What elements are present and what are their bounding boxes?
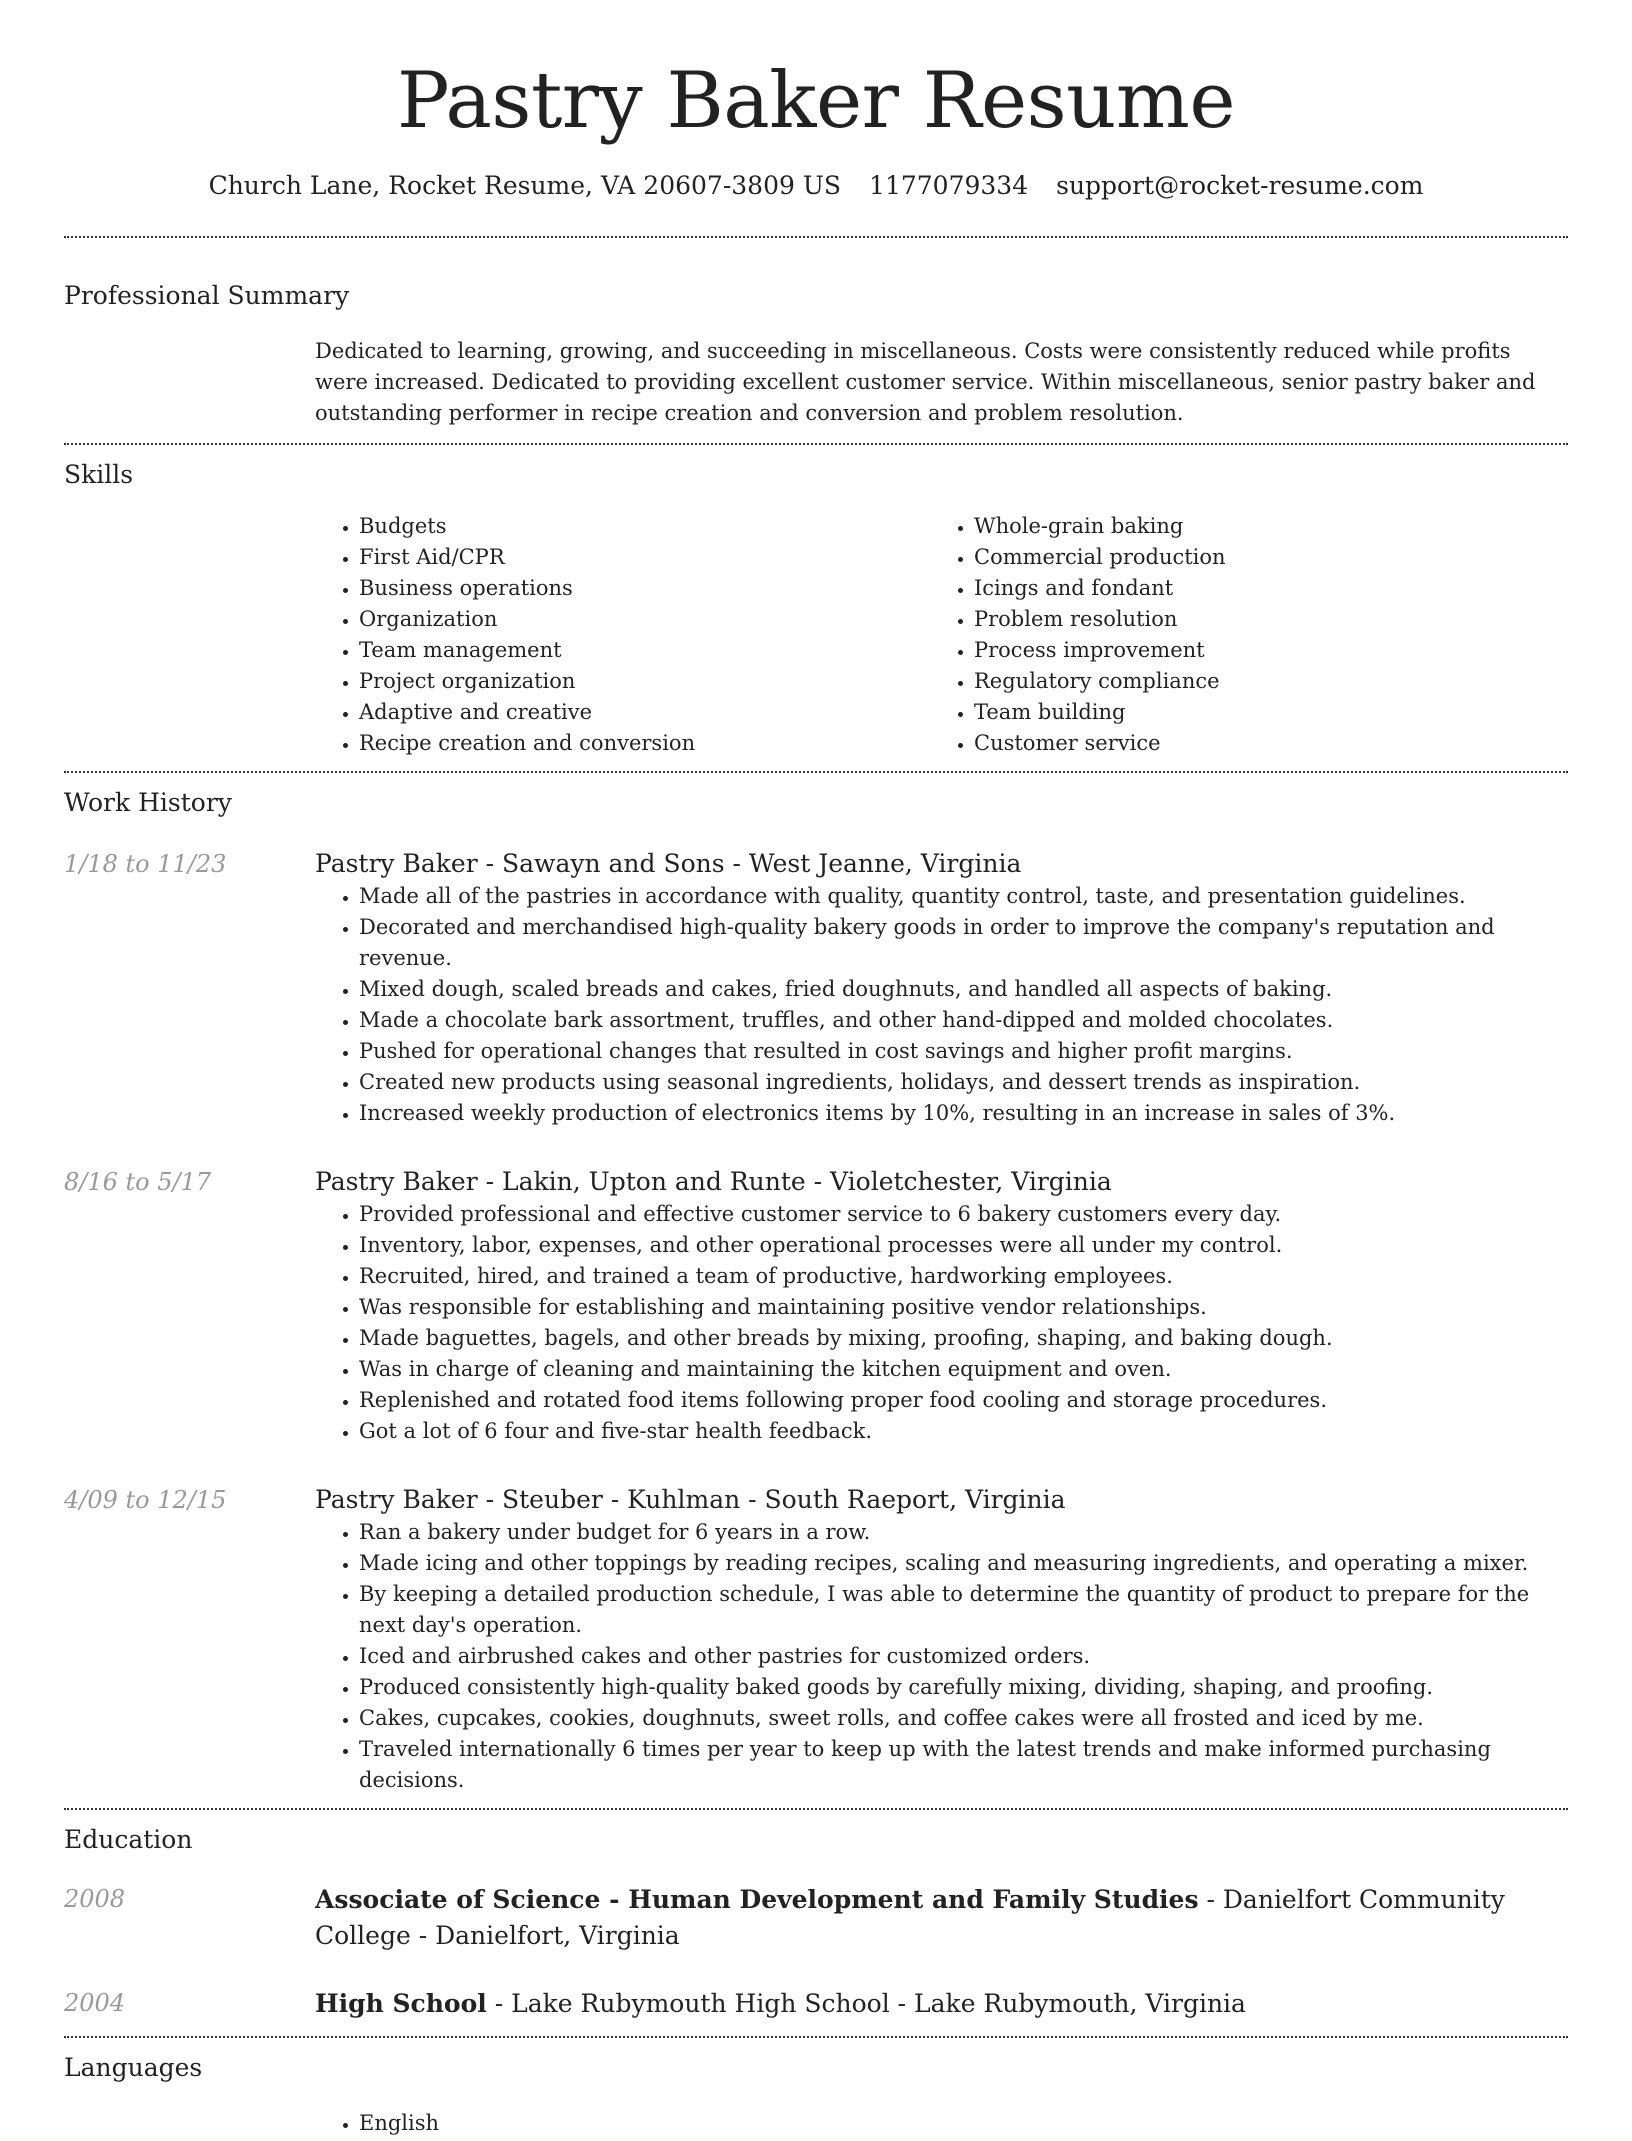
skill-item: • Project organization	[359, 666, 930, 697]
skill-item: • Customer service	[974, 728, 1545, 759]
contact-address: Church Lane, Rocket Resume, VA 20607-3809 US	[208, 171, 842, 200]
job-duty: • Made baguettes, bagels, and other breads by mixing, proofing, shaping, and baking dough.	[359, 1323, 1568, 1354]
job-duty: • Made icing and other toppings by reading recipes, scaling and measuring ingredients, and operating a mixer.	[359, 1548, 1568, 1579]
skill-item: • Commercial production	[974, 542, 1545, 573]
skill-item: • Business operations	[359, 573, 930, 604]
job-duty: • Iced and airbrushed cakes and other pastries for customized orders.	[359, 1641, 1568, 1672]
job-entry	[64, 1483, 1568, 1796]
skill-item: • Team building	[974, 697, 1545, 728]
skill-item: • First Aid/CPR	[359, 542, 930, 573]
job-duty: • Traveled internationally 6 times per year to keep up with the latest trends and make informed purchasing decisions.	[359, 1734, 1568, 1796]
education-entry	[64, 1882, 1568, 1954]
skills-list	[315, 511, 1568, 759]
job-title: Pastry Baker - Steuber - Kuhlman - South Raeport, Virginia	[315, 1485, 1066, 1514]
divider	[64, 771, 1568, 773]
skill-item: • Organization	[359, 604, 930, 635]
job-duty: • Was responsible for establishing and maintaining positive vendor relationships.	[359, 1292, 1568, 1323]
education-heading: Education	[64, 1825, 193, 1854]
skill-item: • Icings and fondant	[974, 573, 1545, 604]
job-title: Pastry Baker - Sawayn and Sons - West Jeanne, Virginia	[315, 849, 1022, 878]
divider	[64, 236, 1568, 238]
job-entry	[64, 847, 1568, 1129]
divider	[64, 443, 1568, 445]
job-duty: • Made a chocolate bark assortment, truffles, and other hand-dipped and molded chocolates.	[359, 1005, 1568, 1036]
job-title: Pastry Baker - Lakin, Upton and Runte - Violetchester, Virginia	[315, 1167, 1112, 1196]
job-duties	[315, 1199, 1568, 1447]
job-duties	[315, 881, 1568, 1129]
skill-item: • Regulatory compliance	[974, 666, 1545, 697]
work-history-heading: Work History	[64, 788, 232, 817]
job-duty: • Replenished and rotated food items following proper food cooling and storage procedures.	[359, 1385, 1568, 1416]
job-duty: • Pushed for operational changes that resulted in cost savings and higher profit margins.	[359, 1036, 1568, 1067]
divider	[64, 2036, 1568, 2038]
skill-item: • Team management	[359, 635, 930, 666]
skills-heading: Skills	[64, 460, 134, 489]
education-year: 2008	[64, 1885, 126, 1913]
resume-title: Pastry Baker Resume	[396, 56, 1236, 146]
degree-name: High School	[315, 1989, 487, 2018]
job-duty: • Decorated and merchandised high-quality bakery goods in order to improve the company's reputation and revenue.	[359, 912, 1568, 974]
skill-item: • Recipe creation and conversion	[359, 728, 930, 759]
job-duty: • Created new products using seasonal ingredients, holidays, and dessert trends as inspiration.	[359, 1067, 1568, 1098]
languages-list	[315, 2108, 1568, 2139]
job-duty: • Got a lot of 6 four and five-star health feedback.	[359, 1416, 1568, 1447]
resume-page	[64, 0, 1568, 2139]
divider	[64, 1808, 1568, 1810]
contact-phone: 1177079334	[869, 171, 1029, 200]
contact-line	[64, 168, 1568, 204]
skill-item: • Budgets	[359, 511, 930, 542]
job-duty: • Provided professional and effective customer service to 6 bakery customers every day.	[359, 1199, 1568, 1230]
job-dates: 1/18 to 11/23	[64, 850, 227, 878]
education-detail	[315, 1882, 1568, 1954]
skill-item: • Problem resolution	[974, 604, 1545, 635]
job-dates: 4/09 to 12/15	[64, 1486, 227, 1514]
job-duty: • Inventory, labor, expenses, and other operational processes were all under my control.	[359, 1230, 1568, 1261]
contact-email[interactable]: support@rocket-resume.com	[1056, 171, 1424, 200]
skill-item: • Whole-grain baking	[974, 511, 1545, 542]
languages-heading: Languages	[64, 2053, 203, 2082]
job-dates: 8/16 to 5/17	[64, 1168, 212, 1196]
job-duty: • Was in charge of cleaning and maintaining the kitchen equipment and oven.	[359, 1354, 1568, 1385]
education-detail	[315, 1986, 1568, 2022]
education-year: 2004	[64, 1989, 126, 2017]
job-duty: • Mixed dough, scaled breads and cakes, fried doughnuts, and handled all aspects of baking.	[359, 974, 1568, 1005]
school-info: - Danielfort Community College - Danielfort, Virginia	[315, 1885, 1505, 1950]
school-info: - Lake Rubymouth High School - Lake Rubymouth, Virginia	[486, 1989, 1246, 2018]
summary-text: Dedicated to learning, growing, and succeeding in miscellaneous. Costs were consistently reduced while profits were increased. Dedicated to providing excellent customer service. Within miscellaneous, senior pastry baker and outstanding performer in recipe creation and conversion and problem resolution.	[315, 339, 1536, 425]
job-duty: • Increased weekly production of electronics items by 10%, resulting in an increase in sales of 3%.	[359, 1098, 1568, 1129]
skill-item: • Process improvement	[974, 635, 1545, 666]
education-entry	[64, 1986, 1568, 2022]
job-entry	[64, 1165, 1568, 1447]
skill-item: • Adaptive and creative	[359, 697, 930, 728]
job-duty: • Produced consistently high-quality baked goods by carefully mixing, dividing, shaping, and proofing.	[359, 1672, 1568, 1703]
job-duty: • Cakes, cupcakes, cookies, doughnuts, sweet rolls, and coffee cakes were all frosted and iced by me.	[359, 1703, 1568, 1734]
language-item: • English	[359, 2108, 1568, 2139]
job-duty: • By keeping a detailed production schedule, I was able to determine the quantity of product to prepare for the next day's operation.	[359, 1579, 1568, 1641]
skills-column-left	[315, 511, 930, 759]
job-duty: • Ran a bakery under budget for 6 years in a row.	[359, 1517, 1568, 1548]
skills-column-right	[930, 511, 1545, 759]
job-duty: • Recruited, hired, and trained a team of productive, hardworking employees.	[359, 1261, 1568, 1292]
job-duty: • Made all of the pastries in accordance with quality, quantity control, taste, and presentation guidelines.	[359, 881, 1568, 912]
degree-name: Associate of Science - Human Development and Family Studies	[315, 1885, 1199, 1914]
summary-heading: Professional Summary	[64, 281, 350, 310]
job-duties	[315, 1517, 1568, 1796]
